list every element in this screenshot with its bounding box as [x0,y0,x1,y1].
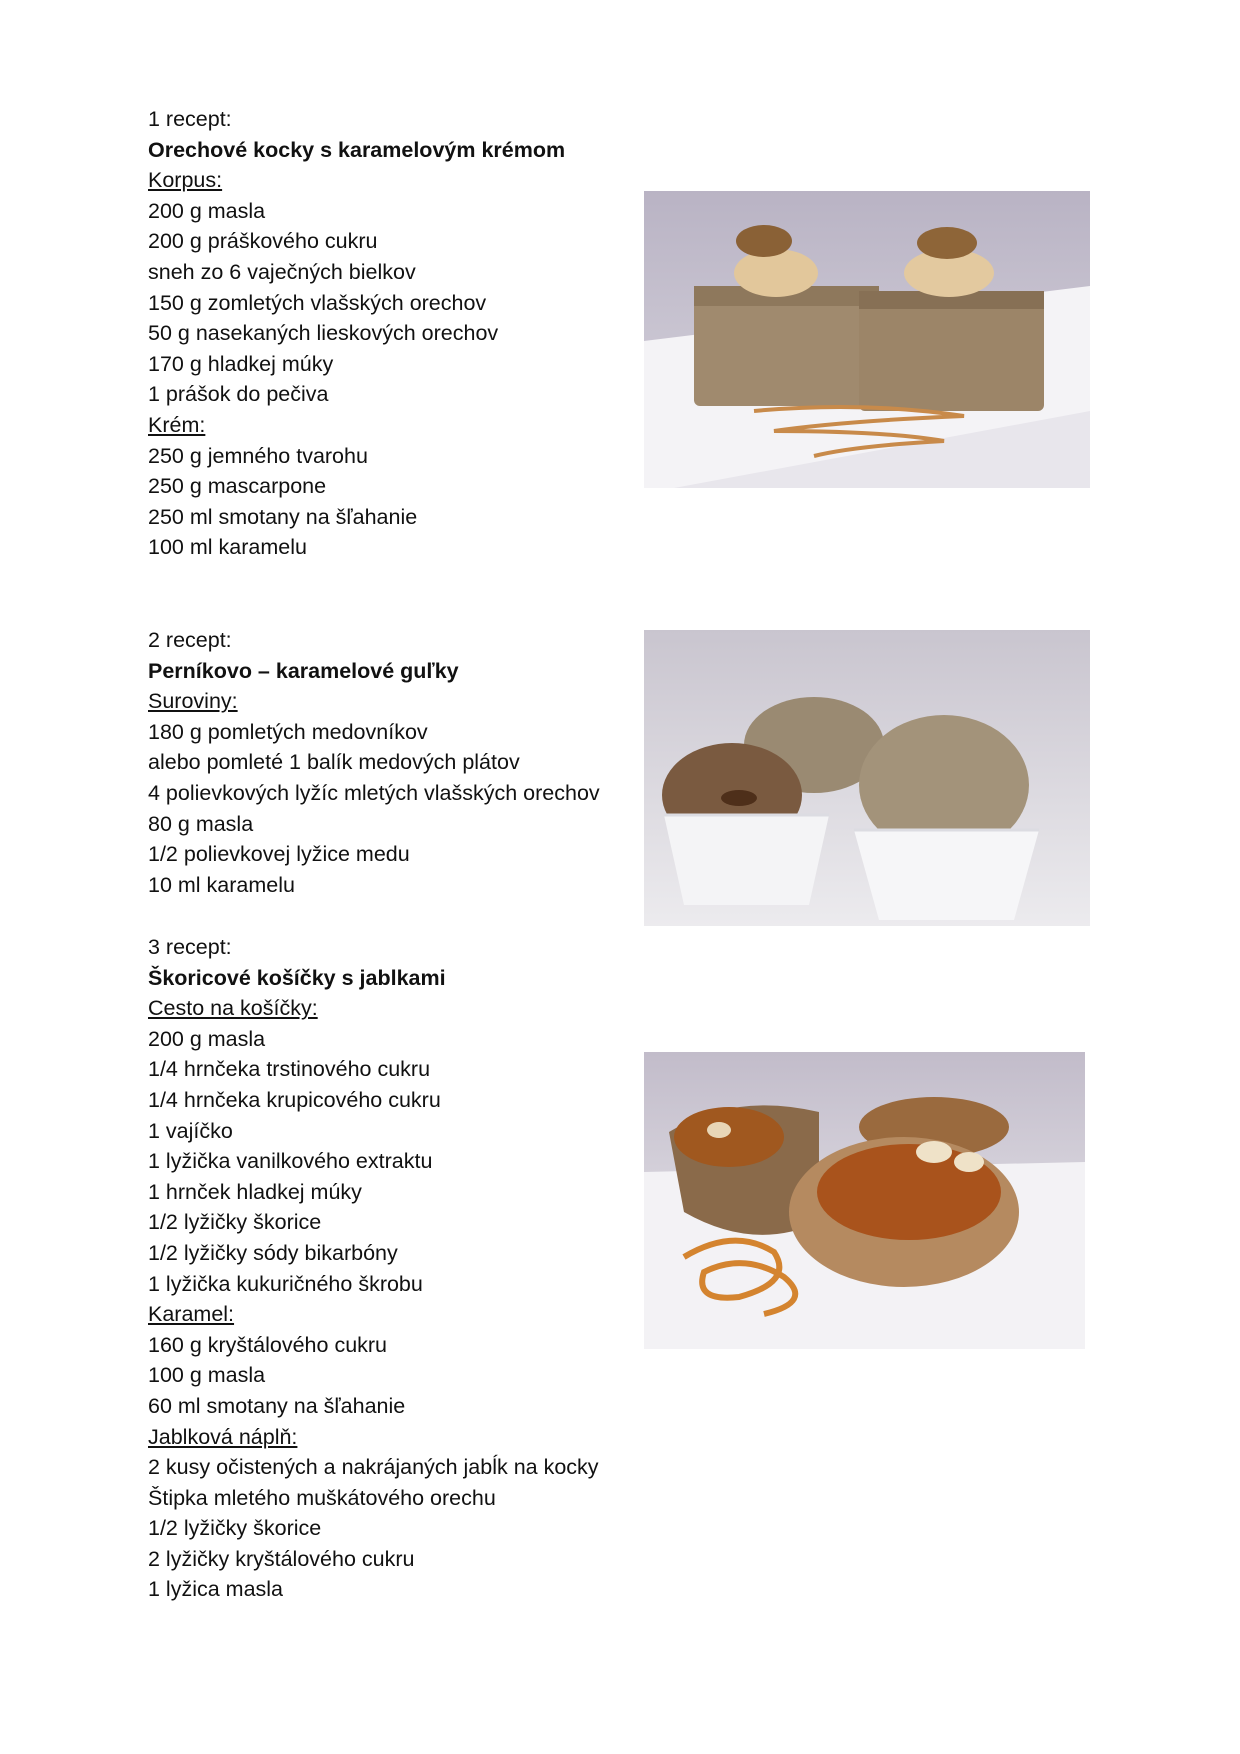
ingredient: 160 g kryštálového cukru [148,1332,388,1357]
ingredient: 4 polievkových lyžíc mletých vlašských orechov [148,780,600,805]
photo-cinnamon-tartlets [644,1052,1085,1349]
ingredient: 1 hrnček hladkej múky [148,1179,362,1204]
ingredient: 1/2 lyžičky sódy bikarbóny [148,1240,398,1265]
ingredient: 80 g masla [148,811,254,836]
section-heading: Suroviny: [148,689,238,714]
ingredient: 2 lyžičky kryštálového cukru [148,1546,415,1571]
recipe-2 [148,625,600,900]
photo-gingerbread-balls [644,630,1090,926]
ingredient: 1/2 lyžičky škorice [148,1516,322,1541]
ingredient: 1/4 hrnčeka trstinového cukru [148,1057,431,1082]
ingredient: 100 ml karamelu [148,535,307,560]
ingredient: 250 ml smotany na šľahanie [148,504,418,529]
section-heading: Krém: [148,412,206,437]
ingredient: 250 g mascarpone [148,474,327,499]
ingredient: Štipka mletého muškátového orechu [148,1485,496,1510]
ingredient: 1/2 polievkovej lyžice medu [148,842,410,867]
ingredient: 150 g zomletých vlašských orechov [148,290,487,315]
recipe-3 [148,932,599,1605]
ingredient: 1 lyžička vanilkového extraktu [148,1149,433,1174]
ingredient: 200 g masla [148,198,266,223]
ingredient: 50 g nasekaných lieskových orechov [148,321,499,346]
ingredient: 200 g práškového cukru [148,229,378,254]
cinnamon-tartlets-illustration [644,1052,1085,1349]
ingredient: sneh zo 6 vaječných bielkov [148,259,416,284]
ingredient: 1 vajíčko [148,1118,233,1143]
ingredient: 10 ml karamelu [148,872,295,897]
ingredient: 180 g pomletých medovníkov [148,719,428,744]
ingredient: 2 kusy očistených a nakrájaných jabĺk na kocky [148,1455,599,1480]
ingredient: 1 lyžička kukuričného škrobu [148,1271,423,1296]
gingerbread-balls-illustration [644,630,1090,926]
section-heading: Cesto na košíčky: [148,996,318,1021]
recipe-title: Škoricové košíčky s jablkami [148,965,446,990]
section-heading: Jablková náplň: [148,1424,298,1449]
recipe-1 [148,104,565,563]
recipe-title: Perníkovo – karamelové guľky [148,658,459,683]
section-heading: Korpus: [148,168,223,193]
ingredient: 170 g hladkej múky [148,351,334,376]
section-heading: Karamel: [148,1302,235,1327]
ingredient: 250 g jemného tvarohu [148,443,368,468]
photo-walnut-squares [644,191,1090,488]
ingredient: 1 lyžica masla [148,1577,284,1602]
ingredient: 1 prášok do pečiva [148,382,329,407]
ingredient: 200 g masla [148,1026,266,1051]
ingredient: 100 g masla [148,1363,266,1388]
ingredient: alebo pomleté 1 balík medových plátov [148,750,520,775]
walnut-squares-illustration [644,191,1090,488]
recipe-number: 1 recept: [148,107,232,131]
recipe-number: 2 recept: [148,628,232,652]
ingredient: 60 ml smotany na šľahanie [148,1393,406,1418]
recipe-number: 3 recept: [148,935,232,959]
ingredient: 1/2 lyžičky škorice [148,1210,322,1235]
recipe-title: Orechové kocky s karamelovým krémom [148,137,566,162]
ingredient: 1/4 hrnčeka krupicového cukru [148,1087,441,1112]
